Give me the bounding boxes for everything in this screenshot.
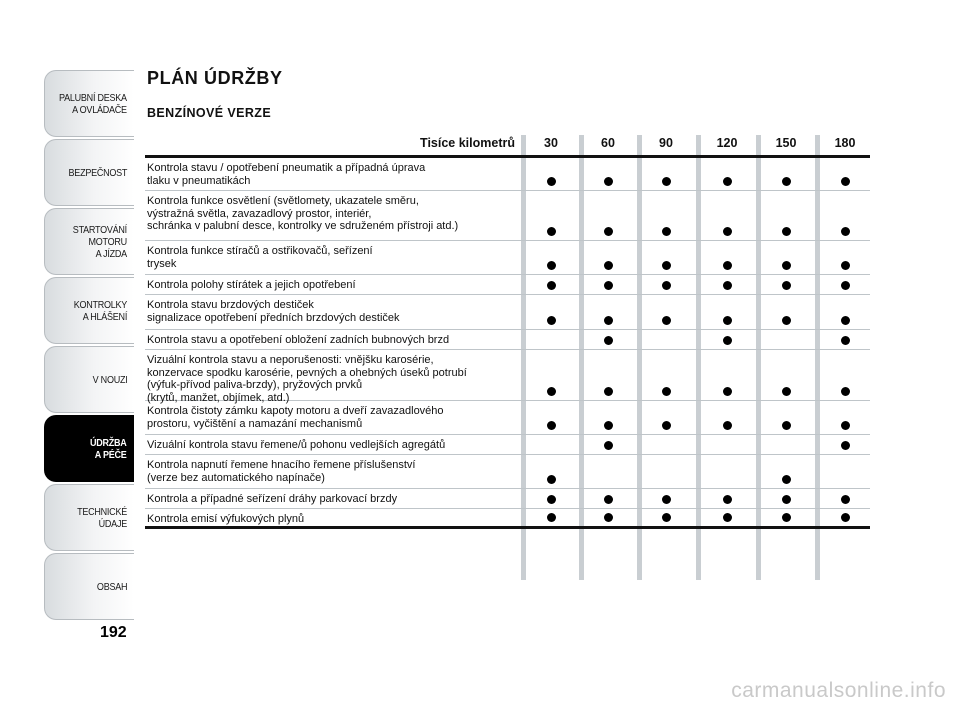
required-mark-dot xyxy=(604,227,613,236)
required-mark-dot xyxy=(723,387,732,396)
task-line: Kontrola stavu / opotřebení pneumatik a případná úprava xyxy=(147,162,426,174)
required-mark-dot xyxy=(723,281,732,290)
tab-kontrolky[interactable] xyxy=(44,277,134,344)
required-mark-dot xyxy=(662,227,671,236)
tab-startování[interactable] xyxy=(44,208,134,275)
task-line: Kontrola polohy stírátek a jejich opotřebení xyxy=(147,279,356,291)
table-row xyxy=(145,191,870,241)
required-mark-dot xyxy=(782,227,791,236)
task-description xyxy=(145,455,515,487)
required-mark-dot xyxy=(841,336,850,345)
task-description xyxy=(145,295,515,327)
required-mark-dot xyxy=(662,513,671,522)
required-mark-dot xyxy=(782,387,791,396)
table-row xyxy=(145,275,870,295)
interval-header: 90 xyxy=(659,136,673,150)
table-row xyxy=(145,158,870,191)
tab-label: BEZPEČNOST xyxy=(68,166,127,179)
required-mark-dot xyxy=(723,513,732,522)
task-line: Vizuální kontrola stavu řemene/ů pohonu vedlejších agregátů xyxy=(147,439,446,451)
task-line: signalizace opotřebení předních brzdových destiček xyxy=(147,311,400,324)
required-mark-dot xyxy=(547,281,556,290)
tab-label: PALUBNÍ DESKA A OVLÁDAČE xyxy=(59,91,127,116)
required-mark-dot xyxy=(841,421,850,430)
required-mark-dot xyxy=(723,261,732,270)
required-mark-dot xyxy=(841,227,850,236)
required-mark-dot xyxy=(841,495,850,504)
required-mark-dot xyxy=(841,387,850,396)
task-line: výstražná světla, zavazadlový prostor, interiér, xyxy=(147,207,372,220)
tab-label: ÚDRŽBA A PÉČE xyxy=(90,436,127,461)
required-mark-dot xyxy=(841,513,850,522)
task-description xyxy=(145,241,515,273)
required-mark-dot xyxy=(782,421,791,430)
table-row xyxy=(145,435,870,455)
required-mark-dot xyxy=(662,281,671,290)
tab-palubní-deska[interactable] xyxy=(44,70,134,137)
required-mark-dot xyxy=(604,421,613,430)
task-description xyxy=(145,330,515,350)
table-row xyxy=(145,330,870,350)
page-number: 192 xyxy=(100,624,127,641)
required-mark-dot xyxy=(662,261,671,270)
task-line: konzervace spodku karosérie, pevných a ohebných úseků potrubí xyxy=(147,366,467,379)
task-line: schránka v palubní desce, kontrolky ve sdruženém přístroji atd.) xyxy=(147,220,459,233)
required-mark-dot xyxy=(547,227,556,236)
tab-label: TECHNICKÉ ÚDAJE xyxy=(77,505,127,530)
tab-label: STARTOVÁNÍ MOTORU A JÍZDA xyxy=(72,223,127,260)
task-description xyxy=(145,350,515,407)
chapter-tabs xyxy=(44,70,134,622)
required-mark-dot xyxy=(723,421,732,430)
required-mark-dot xyxy=(841,261,850,270)
section-subtitle: BENZÍNOVÉ VERZE xyxy=(147,106,272,120)
required-mark-dot xyxy=(841,316,850,325)
watermark: carmanualsonline.info xyxy=(731,679,946,702)
required-mark-dot xyxy=(782,475,791,484)
required-mark-dot xyxy=(604,441,613,450)
task-line: Kontrola a případné seřízení dráhy parkovací brzdy xyxy=(147,493,398,505)
table-row xyxy=(145,295,870,330)
task-line: Kontrola čistoty zámku kapoty motoru a dveří zavazadlového xyxy=(147,405,444,417)
task-description xyxy=(145,275,515,295)
required-mark-dot xyxy=(723,177,732,186)
required-mark-dot xyxy=(841,441,850,450)
task-line: (výfuk-přívod paliva-brzdy), pryžových prvků xyxy=(147,379,363,392)
task-description xyxy=(145,191,515,236)
required-mark-dot xyxy=(662,316,671,325)
task-line: Kontrola funkce stíračů a ostřikovačů, seřízení xyxy=(147,245,373,257)
required-mark-dot xyxy=(723,316,732,325)
required-mark-dot xyxy=(662,495,671,504)
table-row xyxy=(145,350,870,404)
task-description xyxy=(145,489,515,509)
tab-label: OBSAH xyxy=(96,580,127,593)
required-mark-dot xyxy=(547,421,556,430)
required-mark-dot xyxy=(547,261,556,270)
task-line: Vizuální kontrola stavu a neporušenosti: vnějšku karosérie, xyxy=(147,354,434,366)
table-body xyxy=(145,158,870,529)
required-mark-dot xyxy=(841,177,850,186)
table-row xyxy=(145,509,870,529)
required-mark-dot xyxy=(662,421,671,430)
tab-label: V NOUZI xyxy=(92,373,127,386)
task-description xyxy=(145,158,515,190)
task-line: Kontrola emisí výfukových plynů xyxy=(147,513,305,525)
required-mark-dot xyxy=(604,316,613,325)
interval-header: 150 xyxy=(775,136,797,150)
task-line: Kontrola stavu a opotřebení obložení zadních bubnových brzd xyxy=(147,334,450,346)
required-mark-dot xyxy=(604,281,613,290)
table-row xyxy=(145,455,870,489)
interval-header: 30 xyxy=(544,136,558,150)
required-mark-dot xyxy=(604,177,613,186)
task-description xyxy=(145,401,515,433)
table-row xyxy=(145,241,870,275)
km-column-label: Tisíce kilometrů xyxy=(420,136,515,150)
tab-údržba[interactable] xyxy=(44,415,134,482)
required-mark-dot xyxy=(604,336,613,345)
task-line: Kontrola napnutí řemene hnacího řemene příslušenství xyxy=(147,459,416,471)
interval-header: 120 xyxy=(716,136,738,150)
required-mark-dot xyxy=(782,281,791,290)
required-mark-dot xyxy=(604,513,613,522)
required-mark-dot xyxy=(662,387,671,396)
required-mark-dot xyxy=(841,281,850,290)
maintenance-table xyxy=(145,135,870,529)
required-mark-dot xyxy=(782,513,791,522)
table-row xyxy=(145,489,870,509)
required-mark-dot xyxy=(662,177,671,186)
task-line: tlaku v pneumatikách xyxy=(147,174,251,187)
task-description xyxy=(145,435,515,455)
required-mark-dot xyxy=(547,177,556,186)
tab-v-nouzi[interactable] xyxy=(44,346,134,413)
task-line: trysek xyxy=(147,257,177,270)
required-mark-dot xyxy=(782,495,791,504)
required-mark-dot xyxy=(547,513,556,522)
required-mark-dot xyxy=(723,495,732,504)
required-mark-dot xyxy=(782,261,791,270)
interval-header: 60 xyxy=(601,136,615,150)
tab-technické[interactable] xyxy=(44,484,134,551)
tab-bezpečnost[interactable] xyxy=(44,139,134,206)
task-line: prostoru, vyčištění a namazání mechanismů xyxy=(147,417,363,430)
required-mark-dot xyxy=(547,495,556,504)
required-mark-dot xyxy=(723,227,732,236)
task-line: (krytů, manžet, objímek, atd.) xyxy=(147,391,290,404)
task-line: Kontrola funkce osvětlení (světlomety, ukazatele směru, xyxy=(147,195,419,207)
required-mark-dot xyxy=(782,316,791,325)
required-mark-dot xyxy=(604,261,613,270)
table-row xyxy=(145,401,870,435)
task-description xyxy=(145,509,515,529)
required-mark-dot xyxy=(604,387,613,396)
tab-label: KONTROLKY A HLÁŠENÍ xyxy=(73,298,127,323)
required-mark-dot xyxy=(547,316,556,325)
table-header xyxy=(145,135,870,158)
tab-obsah[interactable] xyxy=(44,553,134,620)
required-mark-dot xyxy=(604,495,613,504)
task-line: (verze bez automatického napínače) xyxy=(147,471,325,484)
required-mark-dot xyxy=(547,475,556,484)
page-title: PLÁN ÚDRŽBY xyxy=(147,68,283,88)
task-line: Kontrola stavu brzdových destiček xyxy=(147,299,314,311)
required-mark-dot xyxy=(547,387,556,396)
required-mark-dot xyxy=(723,336,732,345)
required-mark-dot xyxy=(782,177,791,186)
interval-header: 180 xyxy=(834,136,856,150)
